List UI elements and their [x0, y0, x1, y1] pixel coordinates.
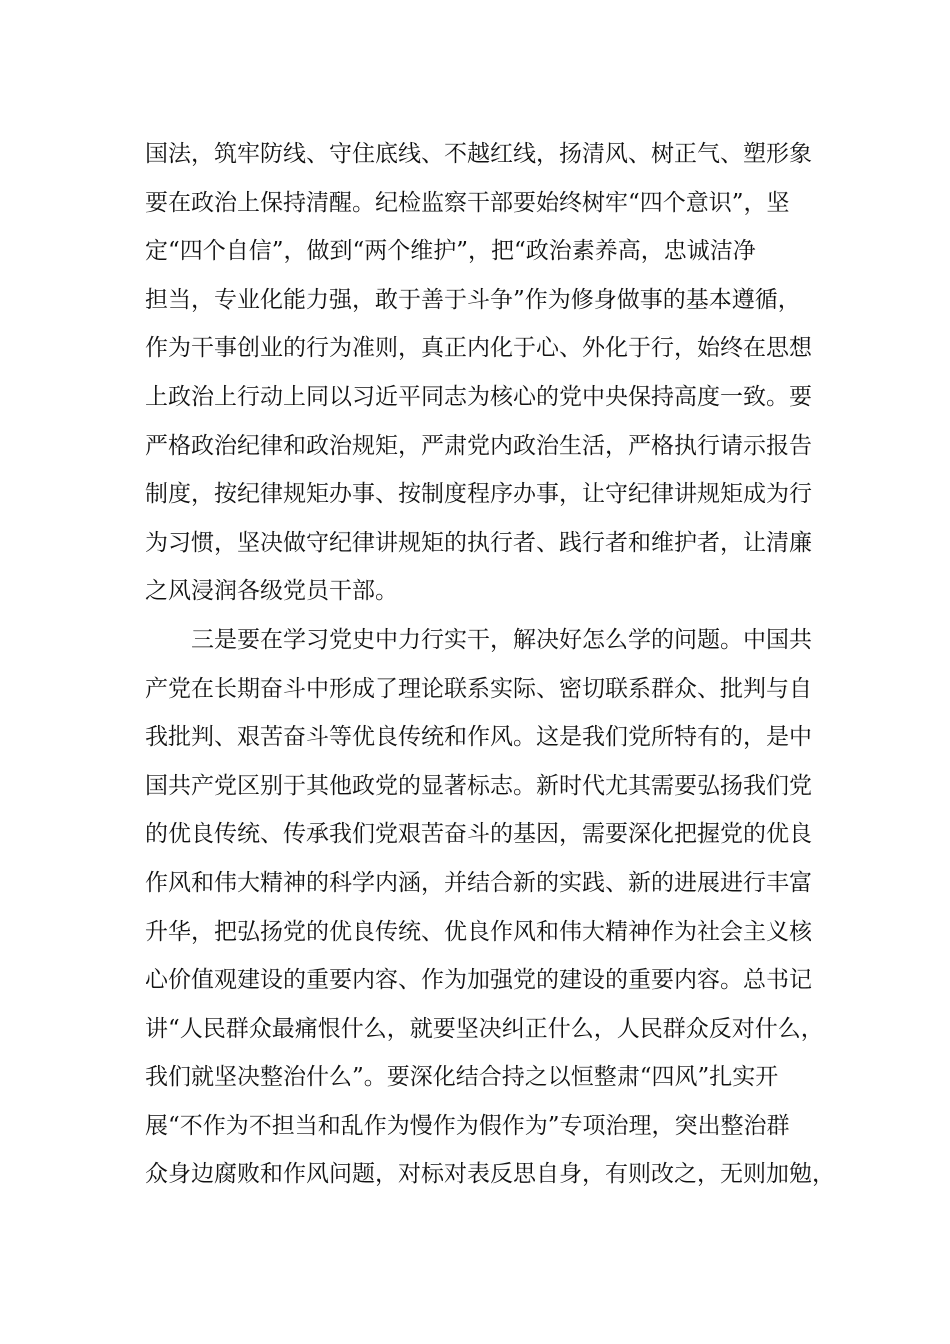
text-line: 上政治上行动上同以习近平同志为核心的党中央保持高度一致。要 [145, 383, 812, 410]
text-line: 之风浸润各级党员干部。 [145, 578, 398, 605]
text-line: 的优良传统、传承我们党艰苦奋斗的基因，需要深化把握党的优良 [145, 821, 812, 848]
text-line: 制度，按纪律规矩办事、按制度程序办事，让守纪律讲规矩成为行 [145, 481, 812, 508]
text-line: 我们就坚决整治什么”。要深化结合持之以恒整肃“四风”扎实开 [145, 1064, 779, 1091]
text-line: 升华，把弘扬党的优良传统、优良作风和伟大精神作为社会主义核 [145, 918, 812, 945]
text-line: 国共产党区别于其他政党的显著标志。新时代尤其需要弘扬我们党 [145, 772, 812, 799]
text-line: 作为干事创业的行为准则，真正内化于心、外化于行，始终在思想 [145, 335, 812, 362]
text-line: 定“四个自信”，做到“两个维护”，把“政治素养高，忠诚洁净 [145, 238, 756, 265]
text-line: 众身边腐败和作风问题，对标对表反思自身，有则改之，无则加勉， [145, 1161, 835, 1188]
text-line: 为习惯，坚决做守纪律讲规矩的执行者、践行者和维护者，让清廉 [145, 529, 812, 556]
text-line: 国法，筑牢防线、守住底线、不越红线，扬清风、树正气、塑形象 [145, 141, 812, 167]
text-line: 严格政治纪律和政治规矩，严肃党内政治生活，严格执行请示报告 [145, 432, 812, 459]
text-line: 我批判、艰苦奋斗等优良传统和作风。这是我们党所特有的，是中 [145, 724, 812, 751]
paragraph-start-line: 三是要在学习党史中力行实干，解决好怎么学的问题。中国共 [191, 626, 812, 653]
text-line: 展“不作为不担当和乱作为慢作为假作为”专项治理，突出整治群 [145, 1112, 790, 1139]
text-line: 担当，专业化能力强，敢于善于斗争”作为修身做事的基本遵循， [145, 286, 801, 313]
text-line: 讲“人民群众最痛恨什么，就要坚决纠正什么，人民群众反对什么， [145, 1015, 824, 1042]
text-line: 作风和伟大精神的科学内涵，并结合新的实践、新的进展进行丰富 [145, 869, 812, 896]
text-line: 要在政治上保持清醒。纪检监察干部要始终树牢“四个意识”，坚 [145, 189, 790, 216]
body-text [145, 130, 845, 1199]
text-line: 心价值观建设的重要内容、作为加强党的建设的重要内容。总书记 [145, 967, 812, 994]
text-line: 产党在长期奋斗中形成了理论联系实际、密切联系群众、批判与自 [145, 675, 812, 702]
